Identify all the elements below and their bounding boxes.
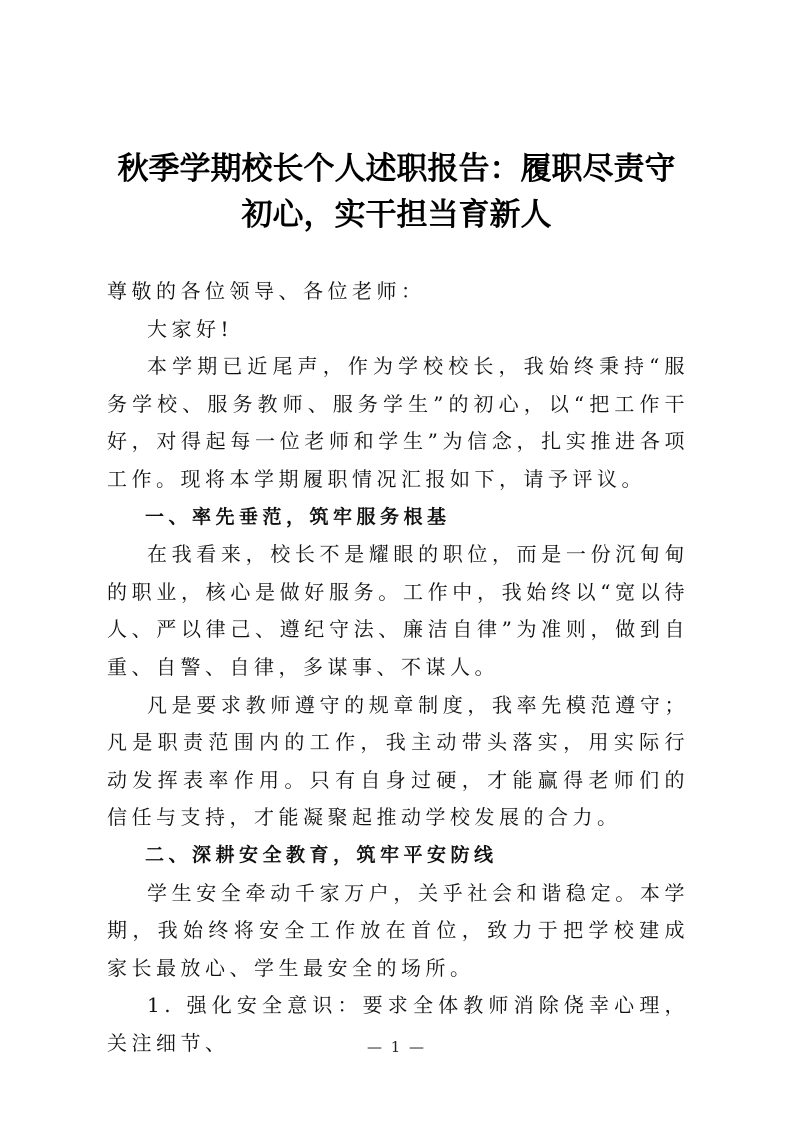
section-heading-1: 一、率先垂范，筑牢服务根基 [145, 505, 451, 528]
document-title [100, 146, 693, 238]
paragraph-safety-1: 学生安全牵动千家万户，关乎社会和谐稳定。本学期，我始终将安全工作放在首位，致力于把学校建成家长最放心、学生最安全的场所。 [107, 880, 689, 980]
document-body [107, 273, 689, 1062]
page-number: — 1 — [366, 1038, 427, 1056]
paragraph-intro: 本学期已近尾声，作为学校校长，我始终秉持“服务学校、服务教师、服务学生”的初心，以“把工作干好，对得起每一位老师和学生”为信念，扎实推进各项工作。现将本学期履职情况汇报如下，请予评议。 [107, 354, 689, 491]
paragraph-service-1: 在我看来，校长不是耀眼的职位，而是一份沉甸甸的职业，核心是做好服务。工作中，我始终以“宽以待人、严以律己、遵纪守法、廉洁自律”为准则，做到自重、自警、自律，多谋事、不谋人。 [107, 542, 689, 679]
title-line-2: 初心，实干担当育新人 [241, 197, 552, 233]
section-heading-2: 二、深耕安全教育，筑牢平安防线 [145, 843, 498, 866]
title-line-1: 秋季学期校长个人述职报告：履职尽责守 [117, 151, 676, 187]
paragraph-safety-item-1: 1. 强化安全意识：要求全体教师消除侥幸心理，关注细节、 [107, 993, 689, 1055]
greeting: 大家好! [147, 316, 234, 341]
paragraph-service-2: 凡是要求教师遵守的规章制度，我率先模范遵守；凡是职责范围内的工作，我主动带头落实，用实际行动发挥表率作用。只有自身过硬，才能赢得老师们的信任与支持，才能凝聚起推动学校发展的合力。 [107, 692, 689, 830]
salutation: 尊敬的各位领导、各位老师： [107, 279, 426, 303]
